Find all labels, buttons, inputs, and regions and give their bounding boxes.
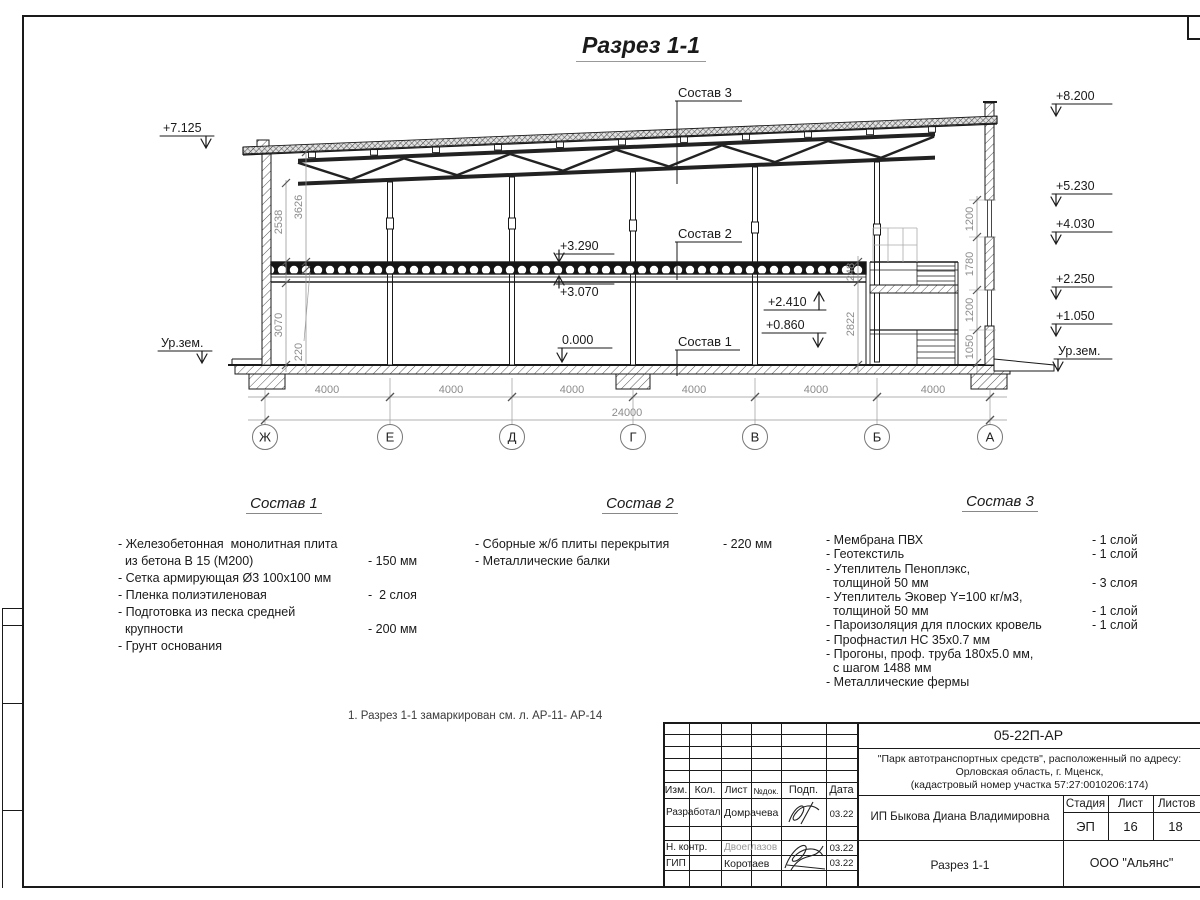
footing-left [249, 374, 285, 389]
dim-label: 4000 [314, 384, 340, 396]
elev-slab-top [554, 239, 614, 262]
svg-text:+2.250: +2.250 [1056, 272, 1095, 286]
axis-label: Д [507, 429, 517, 445]
col-kol: Кол. [694, 784, 716, 796]
svg-text:+4.030: +4.030 [1056, 217, 1095, 231]
svg-text:Состав 1: Состав 1 [678, 334, 732, 349]
row-name: Домрачева [724, 807, 779, 819]
row-name: Двоеглазов [724, 842, 778, 853]
dim-label: 4000 [559, 384, 585, 396]
dim-label: 4000 [438, 384, 464, 396]
axis-label: Б [872, 429, 882, 445]
row-date: 03.22 [829, 809, 854, 820]
svg-text:+0.860: +0.860 [766, 318, 805, 332]
svg-text:Состав 3: Состав 3 [678, 85, 732, 100]
list-item: с шагом 1488 мм [826, 661, 932, 676]
dim-label: 3070 [273, 312, 285, 338]
list-item: - Пароизоляция для плоских кровель - 1 слой [826, 618, 1138, 633]
sheet-value: 16 [1123, 819, 1138, 834]
floor-slab [271, 262, 866, 282]
sheets-value: 18 [1168, 819, 1183, 834]
sostav3-block [826, 495, 1174, 689]
signatures [663, 722, 1200, 888]
svg-text:+7.125: +7.125 [163, 121, 202, 135]
svg-text:Состав 2: Состав 2 [678, 226, 732, 241]
dim-label: 3626 [293, 194, 305, 220]
sostav1-block [118, 495, 450, 655]
drawing-note: 1. Разрез 1-1 замаркирован см. л. АР-11- АР-14 [348, 710, 603, 722]
elev-slab-bottom [554, 276, 614, 299]
elev-right-5 [1051, 309, 1112, 336]
dim-label: 220 [293, 342, 305, 362]
svg-text:0.000: 0.000 [562, 333, 594, 347]
row-role: Разработал [666, 807, 721, 818]
row-role: Н. контр. [666, 842, 708, 853]
col-ndok: №док. [753, 786, 779, 796]
svg-text:+2.410: +2.410 [768, 295, 807, 309]
elev-right-3 [1051, 217, 1112, 244]
svg-text:Ур.зем.: Ур.зем. [1058, 344, 1101, 358]
svg-text:Ур.зем.: Ур.зем. [161, 336, 204, 350]
upper-flight [917, 266, 955, 281]
elev-landing-bottom [762, 318, 826, 347]
dim-label: 2538 [273, 209, 285, 235]
axis-label: Ж [258, 429, 272, 445]
stage-label: Стадия [1065, 798, 1106, 810]
list-item: из бетона В 15 (М200) - 150 мм [118, 554, 418, 568]
dim-label: 4000 [681, 384, 707, 396]
project-line3: (кадастровый номер участка 57:27:0010206:174) [910, 779, 1149, 791]
elev-ground-right [1053, 344, 1112, 371]
elev-landing-top [764, 292, 826, 310]
list-item: - Утеплитель Эковер Y=100 кг/м3, [826, 590, 1023, 605]
right-wall [983, 102, 997, 365]
stage-value: ЭП [1076, 819, 1095, 834]
page-title: Разрез 1-1 [576, 32, 706, 62]
elev-right-1 [1051, 89, 1112, 116]
dim-label: 4000 [803, 384, 829, 396]
footing-right [971, 374, 1007, 389]
col-izm: Изм. [664, 784, 688, 796]
list-item: - Металлические балки [475, 554, 610, 568]
svg-text:+5.230: +5.230 [1056, 179, 1095, 193]
dim-label: 4000 [920, 384, 946, 396]
list-item: - Подготовка из песка средней [118, 605, 296, 619]
project-line1: "Парк автотранспортных средств", расположенный по адресу: [877, 753, 1182, 765]
list-item: - Металлические фермы [826, 675, 970, 690]
row-role: ГИП [666, 858, 686, 869]
list-item: толщиной 50 мм - 3 слоя [826, 575, 1138, 590]
sheet-label: Лист [1118, 798, 1143, 810]
sheets-label: Листов [1158, 798, 1196, 810]
elev-right-4 [1051, 272, 1112, 299]
svg-text:+3.070: +3.070 [560, 285, 599, 299]
list-item: - Сборные ж/б плиты перекрытия - 220 мм [475, 537, 773, 551]
doc-code: 05-22П-АР [993, 727, 1064, 743]
axis-markers [253, 425, 1003, 450]
list-item: - Профнастил НС 35х0.7 мм [826, 632, 991, 647]
svg-text:+8.200: +8.200 [1056, 89, 1095, 103]
list-item: крупности - 200 мм [118, 622, 418, 636]
dim-label: 248 [845, 262, 857, 282]
row-date: 03.22 [829, 843, 854, 854]
lower-flight [917, 340, 955, 358]
left-wall [257, 140, 271, 365]
client-name: ИП Быкова Диана Владимировна [870, 811, 1050, 823]
dim-label: 2822 [845, 311, 857, 337]
axis-label: А [985, 429, 995, 445]
row-name: Коротаев [724, 858, 770, 870]
truss-bottom-chord [298, 156, 935, 186]
elev-ground-left [158, 336, 212, 363]
sostav2-title: Состав 2 [475, 495, 805, 512]
footing-mid [616, 374, 650, 389]
company-name: ООО "Альянс" [1089, 856, 1174, 870]
drawing-title-cell: Разрез 1-1 [930, 858, 990, 872]
signature-2 [785, 845, 825, 870]
elev-zero [557, 333, 612, 362]
col-podp: Подп. [788, 784, 819, 796]
list-item: толщиной 50 мм - 1 слой [826, 604, 1138, 619]
list-item: - Геотекстиль - 1 слой [826, 547, 1138, 562]
sostav3-title: Состав 3 [826, 495, 1174, 509]
list-item: - Мембрана ПВХ - 1 слой [826, 533, 1138, 548]
dim-label: 1780 [964, 251, 976, 277]
list-item: - Пленка полиэтиленовая - 2 слоя [118, 588, 417, 602]
axis-label: В [750, 429, 760, 445]
list-item: - Утеплитель Пеноплэкс, [826, 561, 971, 576]
dim-label-total: 24000 [611, 407, 643, 419]
dim-label: 1200 [964, 297, 976, 323]
dim-label: 1050 [964, 334, 976, 360]
col-data: Дата [829, 784, 854, 796]
signature-1 [789, 802, 819, 824]
sostav2-block [475, 495, 805, 570]
title-block [663, 722, 1200, 888]
dim-label: 1200 [964, 206, 976, 232]
project-line2: Орловская область, г. Мценск, [955, 766, 1104, 778]
row-date: 03.22 [829, 858, 854, 869]
list-item: - Сетка армирующая Ø3 100х100 мм [118, 571, 332, 585]
elev-left-top [160, 121, 214, 148]
mid-landing [870, 285, 958, 293]
elev-right-2 [1051, 179, 1112, 206]
list-item: - Прогоны, проф. труба 180х5.0 мм, [826, 646, 1034, 661]
axis-label: Г [629, 429, 637, 445]
svg-text:+3.290: +3.290 [560, 239, 599, 253]
sostav1-title: Состав 1 [118, 495, 450, 512]
list-item: - Грунт основания [118, 639, 223, 653]
list-item: - Железобетонная монолитная плита [118, 537, 338, 551]
col-list: Лист [724, 784, 748, 796]
svg-text:+1.050: +1.050 [1056, 309, 1095, 323]
axis-label: Е [385, 429, 395, 445]
